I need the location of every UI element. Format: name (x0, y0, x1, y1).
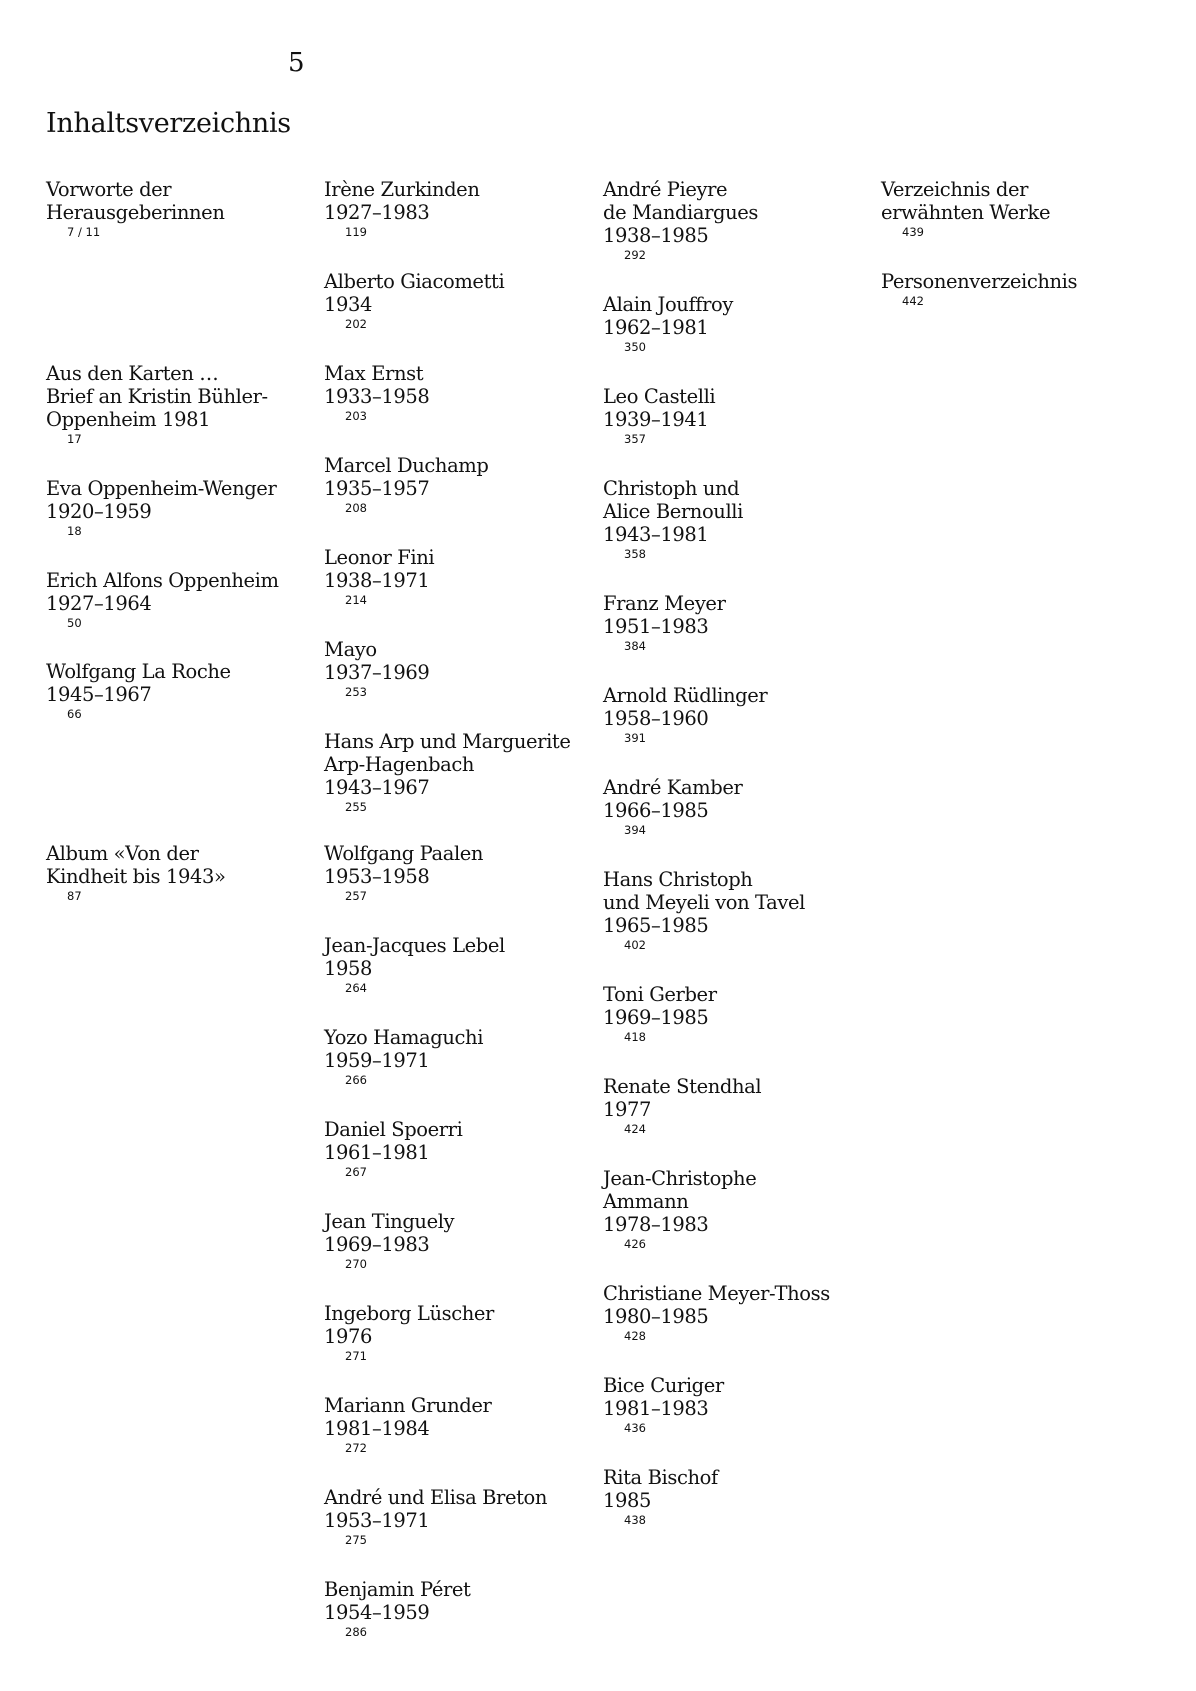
toc-entry-page-number: 208 (345, 501, 367, 515)
toc-entry-title (324, 730, 571, 799)
toc-entry-line: 1966–1985 (603, 799, 709, 822)
toc-entry-line: Verzeichnis der (881, 178, 1029, 201)
toc-entry-page-number: 442 (902, 294, 924, 308)
toc-entry-line: Jean-Jacques Lebel (324, 934, 505, 957)
toc-entry[interactable] (46, 362, 268, 446)
toc-entry-line: Alberto Giacometti (324, 270, 505, 293)
toc-entry[interactable] (46, 569, 279, 630)
toc-entry-page-number: 357 (624, 432, 646, 446)
toc-entry-line: 1959–1971 (324, 1049, 430, 1072)
toc-entry-line: 1961–1981 (324, 1141, 430, 1164)
toc-entry-title (603, 1374, 724, 1420)
toc-entry-line: Benjamin Péret (324, 1578, 471, 1601)
toc-entry[interactable] (324, 730, 571, 814)
toc-entry-line: 1981–1983 (603, 1397, 709, 1420)
toc-entry-page-number: 270 (345, 1257, 367, 1271)
toc-entry-page-number: 266 (345, 1073, 367, 1087)
toc-entry[interactable] (324, 1210, 454, 1271)
toc-entry[interactable] (603, 1167, 756, 1251)
toc-entry[interactable] (324, 842, 483, 903)
toc-entry-title (324, 1210, 454, 1256)
toc-entry-title (603, 477, 743, 546)
toc-entry-title (881, 178, 1050, 224)
toc-entry-line: Yozo Hamaguchi (324, 1026, 484, 1049)
toc-entry-line: Arp-Hagenbach (324, 753, 475, 776)
toc-entry-line: Franz Meyer (603, 592, 726, 615)
toc-entry-line: 1958 (324, 957, 373, 980)
toc-entry[interactable] (603, 1075, 761, 1136)
toc-entry-line: 1951–1983 (603, 615, 709, 638)
toc-entry-page-number: 87 (67, 889, 82, 903)
toc-entry[interactable] (324, 546, 434, 607)
toc-entry-page-number: 439 (902, 225, 924, 239)
toc-entry-line: 1985 (603, 1489, 652, 1512)
toc-entry-line: Eva Oppenheim-Wenger (46, 477, 277, 500)
toc-entry[interactable] (324, 1486, 547, 1547)
toc-entry-line: Ingeborg Lüscher (324, 1302, 494, 1325)
toc-entry-line: Hans Arp und Marguerite (324, 730, 571, 753)
toc-entry-line: Vorworte der (46, 178, 172, 201)
toc-entry[interactable] (46, 477, 276, 538)
toc-entry[interactable] (324, 1118, 462, 1179)
toc-entry-line: 1965–1985 (603, 914, 709, 937)
toc-entry-title (324, 178, 480, 224)
toc-entry-line: Mayo (324, 638, 377, 661)
toc-entry-line: Max Ernst (324, 362, 424, 385)
toc-entry-line: 1958–1960 (603, 707, 709, 730)
toc-entry-page-number: 119 (345, 225, 367, 239)
toc-entry-line: Brief an Kristin Bühler- (46, 385, 268, 408)
toc-entry-page-number: 267 (345, 1165, 367, 1179)
toc-entry-line: 1938–1971 (324, 569, 430, 592)
toc-entry-line: Mariann Grunder (324, 1394, 492, 1417)
toc-entry-line: Personenverzeichnis (881, 270, 1078, 293)
toc-entry-line: Hans Christoph (603, 868, 753, 891)
toc-entry[interactable] (603, 477, 743, 561)
toc-entry-line: Toni Gerber (603, 983, 717, 1006)
toc-entry[interactable] (881, 270, 1077, 308)
toc-entry-line: und Meyeli von Tavel (603, 891, 805, 914)
toc-entry-line: 1954–1959 (324, 1601, 430, 1624)
toc-entry[interactable] (46, 660, 231, 721)
toc-entry-line: 1976 (324, 1325, 373, 1348)
toc-entry-title (603, 684, 767, 730)
toc-entry-page-number: 350 (624, 340, 646, 354)
toc-entry-line: 1939–1941 (603, 408, 709, 431)
toc-entry-line: de Mandiargues (603, 201, 759, 224)
toc-entry[interactable] (46, 178, 224, 239)
toc-entry-line: Christiane Meyer-Thoss (603, 1282, 830, 1305)
toc-entry-line: 1937–1969 (324, 661, 430, 684)
toc-entry-page-number: 264 (345, 981, 367, 995)
toc-entry-title (324, 842, 483, 888)
toc-entry-line: Kindheit bis 1943» (46, 865, 226, 888)
toc-entry[interactable] (324, 1394, 491, 1455)
toc-entry-page-number: 18 (67, 524, 82, 538)
toc-entry-page-number: 214 (345, 593, 367, 607)
toc-entry-line: Renate Stendhal (603, 1075, 762, 1098)
toc-entry-title (603, 1282, 830, 1328)
toc-entry-line: 1927–1983 (324, 201, 430, 224)
toc-entry-page-number: 402 (624, 938, 646, 952)
toc-entry-line: 1933–1958 (324, 385, 430, 408)
toc-entry-line: 1927–1964 (46, 592, 152, 615)
toc-entry-title (46, 569, 279, 615)
toc-entry-title (603, 983, 717, 1029)
toc-entry-line: erwähnten Werke (881, 201, 1051, 224)
toc-entry-line: André Pieyre (603, 178, 728, 201)
toc-entry-line: Marcel Duchamp (324, 454, 489, 477)
toc-entry[interactable] (603, 178, 758, 262)
toc-entry[interactable] (603, 293, 733, 354)
toc-entry-title (324, 1578, 470, 1624)
toc-entry-line: 1938–1985 (603, 224, 709, 247)
toc-entry-title (603, 592, 726, 638)
toc-entry-page-number: 66 (67, 707, 82, 721)
toc-entry-line: 1969–1983 (324, 1233, 430, 1256)
toc-entry-line: Bice Curiger (603, 1374, 724, 1397)
toc-entry-title (324, 1394, 491, 1440)
toc-entry-page-number: 426 (624, 1237, 646, 1251)
toc-entry-page-number: 384 (624, 639, 646, 653)
toc-entry-title (324, 1302, 494, 1348)
toc-entry-line: Daniel Spoerri (324, 1118, 463, 1141)
toc-entry-line: 1935–1957 (324, 477, 430, 500)
toc-entry-line: Oppenheim 1981 (46, 408, 211, 431)
toc-entry-title (603, 1167, 756, 1236)
toc-entry-line: Alain Jouffroy (603, 293, 733, 316)
toc-entry[interactable] (324, 1578, 470, 1639)
toc-entry[interactable] (324, 1026, 483, 1087)
toc-entry-line: 1962–1981 (603, 316, 709, 339)
toc-entry-line: Wolfgang La Roche (46, 660, 231, 683)
toc-entry[interactable] (324, 270, 504, 331)
toc-entry-page-number: 50 (67, 616, 82, 630)
toc-entry-title (324, 362, 429, 408)
toc-entry-page-number: 438 (624, 1513, 646, 1527)
toc-entry[interactable] (603, 592, 726, 653)
toc-entry-line: 1953–1958 (324, 865, 430, 888)
toc-entry-title (324, 1486, 547, 1532)
toc-entry-page-number: 436 (624, 1421, 646, 1435)
toc-entry-title (324, 1026, 483, 1072)
toc-entry[interactable] (603, 1466, 718, 1527)
toc-entry-line: 1953–1971 (324, 1509, 430, 1532)
toc-entry-page-number: 286 (345, 1625, 367, 1639)
toc-entry-page-number: 428 (624, 1329, 646, 1343)
toc-entry-page-number: 391 (624, 731, 646, 745)
toc-entry-line: Rita Bischof (603, 1466, 718, 1489)
toc-entry-page-number: 292 (624, 248, 646, 262)
toc-entry-title (603, 776, 742, 822)
toc-entry-title (324, 546, 434, 592)
toc-entry[interactable] (324, 362, 429, 423)
toc-entry-line: 1977 (603, 1098, 652, 1121)
toc-entry-title (603, 293, 733, 339)
toc-entry-line: Erich Alfons Oppenheim (46, 569, 279, 592)
toc-entry-line: Alice Bernoulli (603, 500, 743, 523)
toc-entry[interactable] (324, 454, 488, 515)
toc-entry-page-number: 418 (624, 1030, 646, 1044)
toc-entry[interactable] (324, 638, 429, 699)
toc-entry-page-number: 394 (624, 823, 646, 837)
toc-entry[interactable] (603, 684, 767, 745)
page-title: Inhaltsverzeichnis (46, 108, 291, 139)
toc-entry-line: Wolfgang Paalen (324, 842, 484, 865)
toc-entry[interactable] (603, 385, 715, 446)
toc-entry[interactable] (324, 178, 480, 239)
toc-entry-line: 1934 (324, 293, 373, 316)
toc-entry-page-number: 202 (345, 317, 367, 331)
toc-entry[interactable] (881, 178, 1050, 239)
toc-entry-line: Herausgeberinnen (46, 201, 225, 224)
toc-entry-title (46, 842, 226, 888)
toc-entry-title (324, 638, 429, 684)
toc-entry-title (603, 1466, 718, 1512)
toc-entry-page-number: 253 (345, 685, 367, 699)
toc-entry[interactable] (46, 842, 226, 903)
toc-entry-page-number: 272 (345, 1441, 367, 1455)
toc-entry-title (324, 270, 504, 316)
toc-entry-line: Jean Tinguely (324, 1210, 455, 1233)
toc-entry-line: 1969–1985 (603, 1006, 709, 1029)
toc-entry[interactable] (324, 934, 505, 995)
toc-entry-line: Christoph und (603, 477, 740, 500)
toc-entry[interactable] (603, 1374, 724, 1435)
toc-entry-line: Leonor Fini (324, 546, 435, 569)
toc-entry-page-number: 257 (345, 889, 367, 903)
page-number: 5 (288, 48, 305, 78)
toc-entry-line: 1943–1981 (603, 523, 709, 546)
toc-entry-line: Arnold Rüdlinger (603, 684, 768, 707)
toc-entry-page-number: 17 (67, 432, 82, 446)
toc-entry-page-number: 358 (624, 547, 646, 561)
toc-entry-line: 1981–1984 (324, 1417, 430, 1440)
toc-entry-line: André Kamber (603, 776, 743, 799)
toc-entry-page-number: 7 / 11 (67, 225, 101, 239)
toc-entry-title (46, 362, 268, 431)
toc-entry[interactable] (324, 1302, 494, 1363)
toc-entry-line: Album «Von der (46, 842, 199, 865)
toc-entry-page-number: 424 (624, 1122, 646, 1136)
toc-entry-title (603, 1075, 761, 1121)
toc-entry-line: Aus den Karten … (46, 362, 219, 385)
toc-entry-line: Irène Zurkinden (324, 178, 480, 201)
toc-entry-title (46, 660, 231, 706)
toc-entry-page-number: 203 (345, 409, 367, 423)
toc-entry-line: 1980–1985 (603, 1305, 709, 1328)
toc-entry[interactable] (603, 776, 742, 837)
toc-entry-line: Leo Castelli (603, 385, 716, 408)
toc-entry-line: 1978–1983 (603, 1213, 709, 1236)
toc-entry-title (324, 934, 505, 980)
toc-entry-page-number: 275 (345, 1533, 367, 1547)
toc-entry-title (46, 178, 224, 224)
toc-entry-title (881, 270, 1077, 293)
toc-entry-line: André und Elisa Breton (324, 1486, 548, 1509)
toc-entry-line: 1920–1959 (46, 500, 152, 523)
toc-entry-title (603, 385, 715, 431)
toc-entry[interactable] (603, 983, 717, 1044)
toc-entry[interactable] (603, 868, 805, 952)
toc-entry-title (324, 454, 488, 500)
toc-entry-line: 1943–1967 (324, 776, 430, 799)
toc-entry-line: 1945–1967 (46, 683, 152, 706)
toc-entry-title (324, 1118, 462, 1164)
toc-entry-title (46, 477, 276, 523)
toc-entry-line: Ammann (603, 1190, 689, 1213)
toc-entry-title (603, 178, 758, 247)
toc-entry-page-number: 271 (345, 1349, 367, 1363)
toc-entry-line: Jean-Christophe (603, 1167, 757, 1190)
toc-entry[interactable] (603, 1282, 830, 1343)
toc-entry-page-number: 255 (345, 800, 367, 814)
toc-entry-title (603, 868, 805, 937)
